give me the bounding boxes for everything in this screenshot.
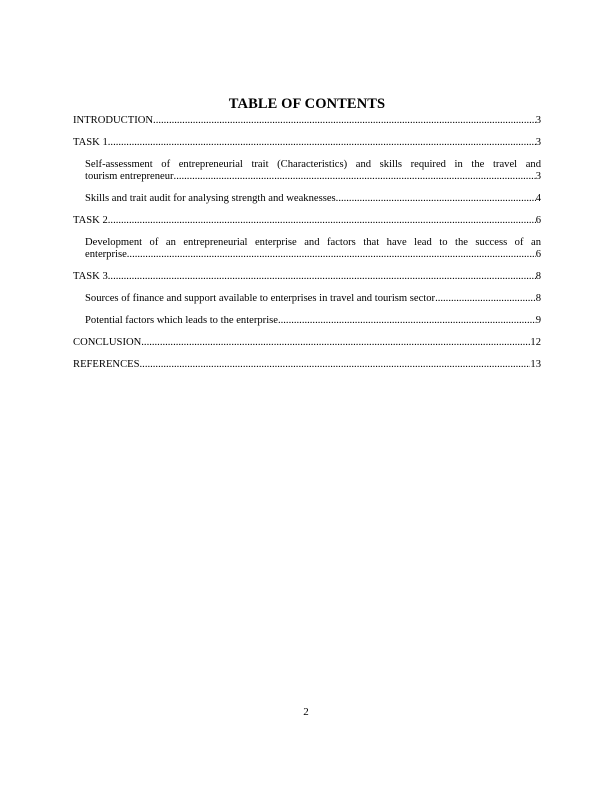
toc-entry-development[interactable] [73,237,541,262]
toc-leader-dots [141,337,530,349]
toc-entry-page: 8 [535,293,541,305]
toc-leader-dots [153,115,536,127]
table-of-contents [73,96,541,371]
toc-leader-dots [108,271,536,283]
toc-leader-dots [108,137,536,149]
toc-entry-introduction[interactable] [73,115,541,127]
toc-entry-page: 8 [535,271,541,283]
toc-entry-page: 9 [535,315,541,327]
toc-entry-page: 3 [535,171,541,183]
toc-leader-dots [140,359,531,371]
toc-entry-page: 12 [530,336,541,348]
toc-leader-dots [108,215,536,227]
toc-entry-page: 13 [530,358,541,370]
toc-entry-potential-factors[interactable] [73,315,541,327]
toc-entry-label: TASK 2 [73,215,108,227]
toc-leader-dots [174,171,536,183]
toc-leader-dots [127,249,536,261]
page-number: 2 [303,706,309,718]
toc-entry-page: 3 [535,115,541,126]
toc-entry-label: Sources of finance and support available to enterprises in travel and tourism sector [85,293,436,305]
toc-entry-label: Skills and trait audit for analysing strength and weaknesses [85,193,336,205]
toc-entry-label: TASK 3 [73,271,108,283]
toc-entry-task-2[interactable] [73,215,541,227]
toc-leader-dots [435,293,536,305]
toc-entry-skills-audit[interactable] [73,193,541,205]
toc-entry-label: INTRODUCTION [73,115,154,126]
toc-entry-label: Potential factors which leads to the enterprise [85,315,278,327]
toc-entry-sources-of-finance[interactable] [73,293,541,305]
toc-entry-conclusion[interactable] [73,337,541,349]
toc-leader-dots [336,193,536,205]
toc-entry-label-line1: Development of an entrepreneurial enterprise and factors that have lead to the success of an [85,236,541,248]
toc-entry-page: 6 [535,249,541,261]
toc-entry-references[interactable] [73,359,541,371]
toc-entry-page: 4 [535,193,541,205]
toc-entry-page: 6 [535,215,541,227]
toc-title: TABLE OF CONTENTS [228,96,386,112]
toc-entry-label-line1: Self-assessment of entrepreneurial trait (Characteristics) and skills required in the travel and [85,158,541,170]
toc-leader-dots [278,315,536,327]
toc-entry-task-3[interactable] [73,271,541,283]
toc-list [73,115,541,371]
toc-entry-task-1[interactable] [73,137,541,149]
toc-entry-self-assessment[interactable] [73,159,541,184]
toc-entry-label: enterprise [85,249,127,261]
toc-entry-page: 3 [535,136,541,148]
toc-entry-label: REFERENCES [73,358,140,370]
toc-entry-label: TASK 1 [73,136,108,148]
toc-entry-label: tourism entrepreneur [85,171,174,183]
toc-entry-label: CONCLUSION [73,336,142,348]
